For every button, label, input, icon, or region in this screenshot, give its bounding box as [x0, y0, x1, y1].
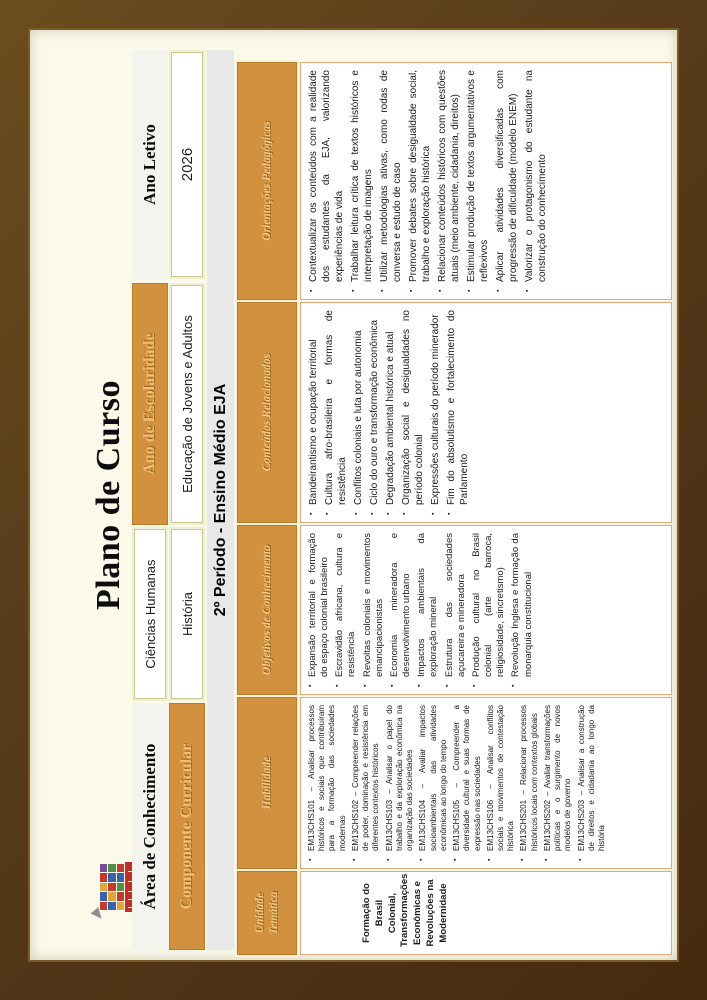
bullet-item: ▪ Organização social e desigualdades no período colonial	[400, 310, 426, 515]
objetivos-conhecimento-cell	[300, 525, 672, 695]
column-header-conteudos: Conteúdos Relacionados	[237, 302, 297, 523]
bullet-item: ▪ Expansão territorial e formação do espaço colonial brasileiro	[307, 533, 331, 687]
bullet-item: ▪ Relacionar conteúdos históricos com questões atuais (meio ambiente, cidadania, direitos)	[436, 70, 462, 292]
column-header-habilidade: Habilidade	[237, 697, 297, 869]
ano-escolaridade-label: Ano de Escolaridade	[132, 283, 168, 525]
bullet-item: ▪ Conflitos coloniais e luta por autonomia	[352, 310, 365, 515]
bullet-item: ▪ Aplicar atividades diversificadas com progressão de dificuldade (modelo ENEM)	[494, 70, 520, 292]
bullet-item: ▪ Bandeirantismo e ocupação territorial	[307, 310, 320, 515]
page-title: Plano de Curso	[90, 380, 127, 610]
bullet-item: ▪ EM13CHS103 – Analisar o papel do trabalho e da exploração econômica na organização das sociedades	[385, 705, 416, 861]
bullet-item: ▪ Utilizar metodologias ativas, como rodas de conversa e estudo de caso	[378, 70, 404, 292]
column-header-orientacoes: Orientações Pedagógicas	[237, 62, 297, 300]
bullet-item: ▪ Ciclo do ouro e transformação econômica	[368, 310, 381, 515]
bullet-item: ▪ Estrutura das sociedades açucareira e mineradora	[444, 533, 468, 687]
area-conhecimento-value: Ciências Humanas	[134, 529, 166, 699]
bullet-item: ▪ Valorizar o protagonismo do estudante na construção do conhecimento	[523, 70, 549, 292]
column-header-objetivos: Objetivos de Conhecimento	[237, 525, 297, 695]
bullet-item: ▪ Produção cultural no Brasil colonial (arte barroca, religiosidade, sincretismo)	[471, 533, 507, 687]
bullet-item: ▪ Escravidão africana, cultura e resistência	[334, 533, 358, 687]
bullet-item: ▪ Fim do absolutismo e fortalecimento do Parlamento	[445, 310, 471, 515]
bullet-item: ▪ EM13CHS203 – Analisar a construção de direitos e cidadania ao longo da história	[577, 705, 608, 861]
orientacoes-pedagogicas-cell	[300, 62, 672, 300]
bullet-item: ▪ EM13CHS102 – Compreender relações de poder, dominação e resistência em diferentes contextos históricos	[351, 705, 382, 861]
ano-escolaridade-value: Educação de Jovens e Adultos	[171, 285, 203, 523]
bullet-item: ▪ Trabalhar leitura crítica de textos históricos e interpretação de imagens	[349, 70, 375, 292]
bullet-item: ▪ EM13CHS201 – Relacionar processos históricos locais com contextos globais	[519, 705, 539, 861]
bullet-item: ▪ EM13CHS105 – Compreender a diversidade cultural e suas formas de expressão nas sociedades	[452, 705, 483, 861]
course-plan-page	[30, 30, 677, 960]
bullet-item: ▪ EM13CHS106 – Analisar conflitos sociais e movimentos de contestação histórica	[486, 705, 517, 861]
bullet-item: ▪ Promover debates sobre desigualdade social, trabalho e exploração histórica	[407, 70, 433, 292]
bullet-item: ▪ EM13CHS101 – Analisar processos históricos e sociais que contribuíram para a formação das sociedades modernas	[307, 705, 348, 861]
area-conhecimento-label: Área de Conhecimento	[132, 703, 168, 950]
bullet-item: ▪ Revolução Inglesa e formação da monarquia constitucional	[510, 533, 534, 687]
conteudos-relacionados-cell	[300, 302, 672, 523]
componente-curricular-value: História	[171, 529, 203, 699]
ano-letivo-label: Ano Letivo	[132, 50, 168, 279]
componente-curricular-label: Componente Curricular	[169, 703, 205, 950]
bullet-item: ▪ Revoltas coloniais e movimentos emancipacionistas	[362, 533, 386, 687]
bullet-item: ▪ Economia mineradora e desenvolvimento urbano	[389, 533, 413, 687]
bullet-item: ▪ Impactos ambientais da exploração mineral	[416, 533, 440, 687]
ano-letivo-value: 2026	[171, 52, 203, 277]
bullet-item: ▪ Degradação ambiental histórica e atual	[384, 310, 397, 515]
habilidade-cell	[300, 697, 672, 869]
column-header-unidade-tematica: Unidade Temática	[237, 871, 297, 955]
bullet-item: ▪ Expressões culturais do período minerador	[429, 310, 442, 515]
unidade-tematica-cell: Formação do Brasil Colonial, Transformações Econômicas e Revoluções na Modernidade	[300, 871, 672, 955]
bullet-item: ▪ EM13CHS104 – Avaliar impactos socioambientais das atividades econômicas ao longo do tempo	[418, 705, 449, 861]
bullet-item: ▪ EM13CHS202 – Avaliar transformações políticas e o surgimento de novos modelos de governo	[543, 705, 574, 861]
bullet-item: ▪ Contextualizar os conteúdos com a realidade dos estudantes da EJA, valorizando experiências de vida	[307, 70, 346, 292]
bullet-item: ▪ Estimular produção de textos argumentativos e reflexivos	[465, 70, 491, 292]
period-banner: 2º Período - Ensino Médio EJA	[207, 50, 234, 950]
bullet-item: ▪ Cultura afro-brasileira e formas de resistência	[323, 310, 349, 515]
